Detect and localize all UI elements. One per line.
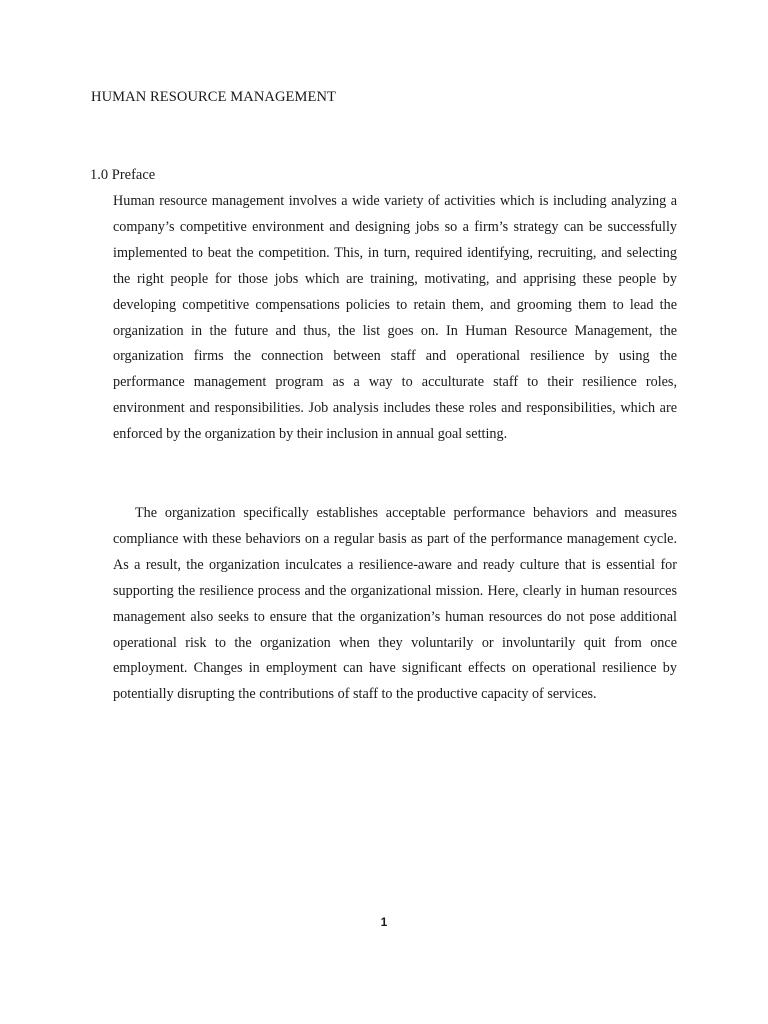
document-title: HUMAN RESOURCE MANAGEMENT [91, 89, 336, 105]
paragraph: Human resource management involves a wide variety of activities which is including analyzing a company’s competitive environment and designing jobs so a firm’s strategy can be successfully implemented to beat the competition. This, in turn, required identifying, recruiting, and selecting the right people for those jobs which are training, motivating, and apprising these people by developing competitive compensations policies to retain them, and grooming them to lead the organization in the future and thus, the list goes on. In Human Resource Management, the organization firms the connection between staff and operational resilience by using the performance management program as a way to acculturate staff to their resilience roles, environment and responsibilities. Job analysis includes these roles and responsibilities, which are enforced by the organization by their inclusion in annual goal setting. [113, 193, 677, 443]
page-number: 1 [380, 915, 388, 929]
section-heading: 1.0 Preface [90, 167, 156, 183]
paragraph: The organization specifically establishes acceptable performance behaviors and measures compliance with these behaviors on a regular basis as part of the performance management cycle. As a result, the organization inculcates a resilience-aware and ready culture that is essential for supporting the resilience process and the organizational mission. Here, clearly in human resources management also seeks to ensure that the organization’s human resources do not pose additional operational risk to the organization when they voluntarily or involuntarily quit from once employment. Changes in employment can have significant effects on operational resilience by potentially disrupting the contributions of staff to the productive capacity of services. [113, 505, 677, 703]
